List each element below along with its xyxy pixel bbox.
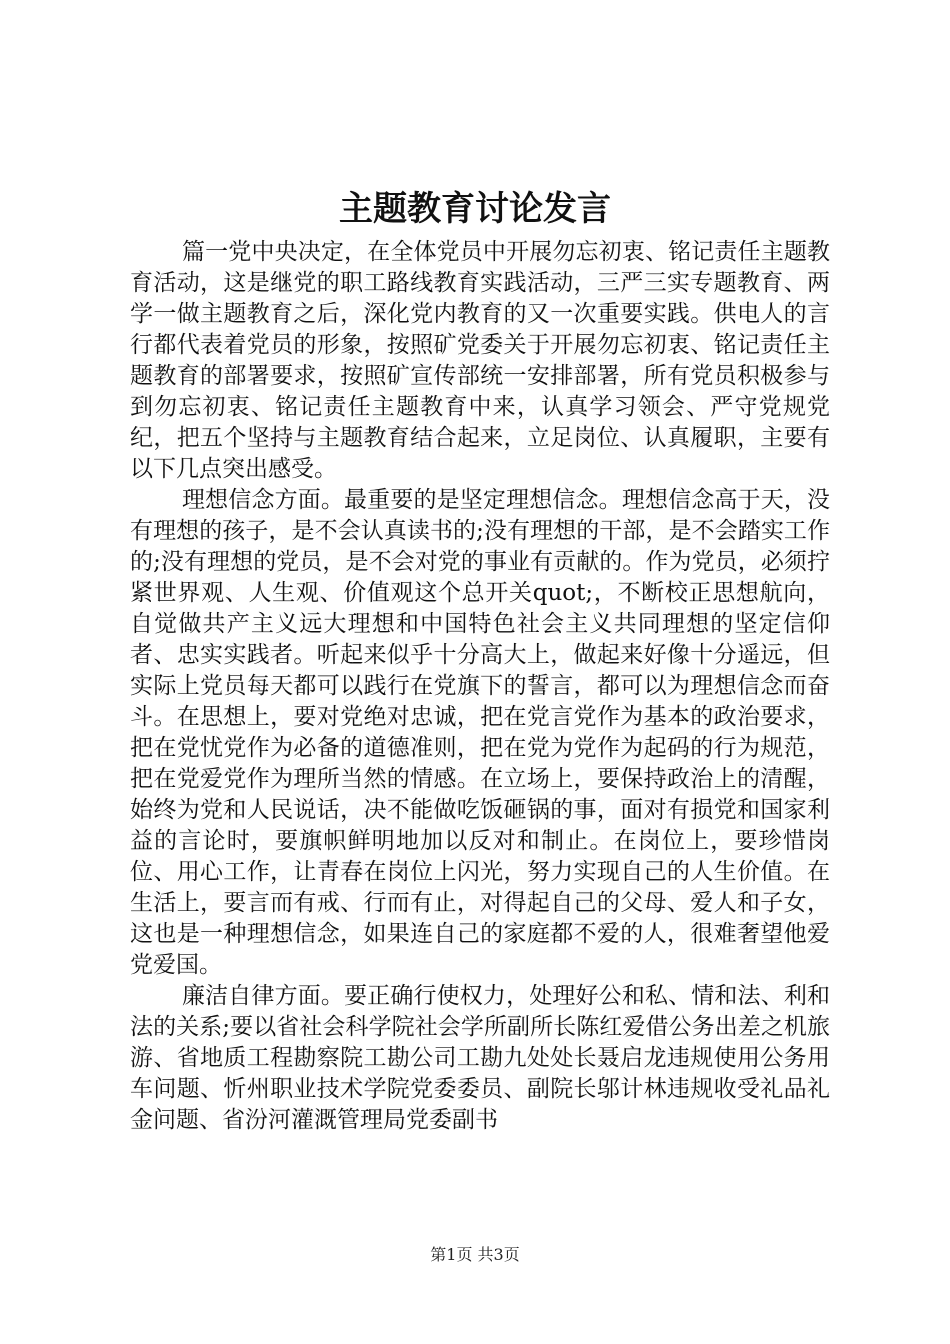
- paragraph-1: 篇一党中央决定，在全体党员中开展勿忘初衷、铭记责任主题教育活动，这是继党的职工路线教育实践活动，三严三实专题教育、两学一做主题教育之后，深化党内教育的又一次重要实践。供电人的言行都代表着党员的形象，按照矿党委关于开展勿忘初衷、铭记责任主题教育的部署要求，按照矿宣传部统一安排部署，所有党员积极参与到勿忘初衷、铭记责任主题教育中来，认真学习领会、严守党规党纪，把五个坚持与主题教育结合起来，立足岗位、认真履职，主要有以下几点突出感受。: [130, 239, 830, 482]
- paragraph-2: 理想信念方面。最重要的是坚定理想信念。理想信念高于天，没有理想的孩子，是不会认真读书的;没有理想的干部，是不会踏实工作的;没有理想的党员，是不会对党的事业有贡献的。作为党员，必须拧紧世界观、人生观、价值观这个总开关quot;，不断校正思想航向，自觉做共产主义远大理想和中国特色社会主义共同理想的坚定信仰者、忠实实践者。听起来似乎十分高大上，做起来好像十分遥远，但实际上党员每天都可以践行在党旗下的誓言，都可以为理想信念而奋斗。在思想上，要对党绝对忠诚，把在党言党作为基本的政治要求，把在党忧党作为必备的道德准则，把在党为党作为起码的行为规范，把在党爱党作为理所当然的情感。在立场上，要保持政治上的清醒，始终为党和人民说话，决不能做吃饭砸锅的事，面对有损党和国家利益的言论时，要旗帜鲜明地加以反对和制止。在岗位上，要珍惜岗位、用心工作，让青春在岗位上闪光，努力实现自己的人生价值。在生活上，要言而有戒、行而有止，对得起自己的父母、爱人和子女，这也是一种理想信念，如果连自己的家庭都不爱的人，很难奢望他爱党爱国。: [130, 487, 830, 978]
- document-title: 主题教育讨论发言: [339, 189, 611, 229]
- page-footer: 第1页 共3页: [430, 1245, 520, 1264]
- paragraph-3: 廉洁自律方面。要正确行使权力，处理好公和私、情和法、利和法的关系;要以省社会科学院社会学所副所长陈红爱借公务出差之机旅游、省地质工程勘察院工勘公司工勘九处处长聂启龙违规使用公务用车问题、忻州职业技术学院党委委员、副院长邬计林违规收受礼品礼金问题、省汾河灌溉管理局党委副书: [130, 983, 830, 1133]
- document-body: [130, 237, 830, 1136]
